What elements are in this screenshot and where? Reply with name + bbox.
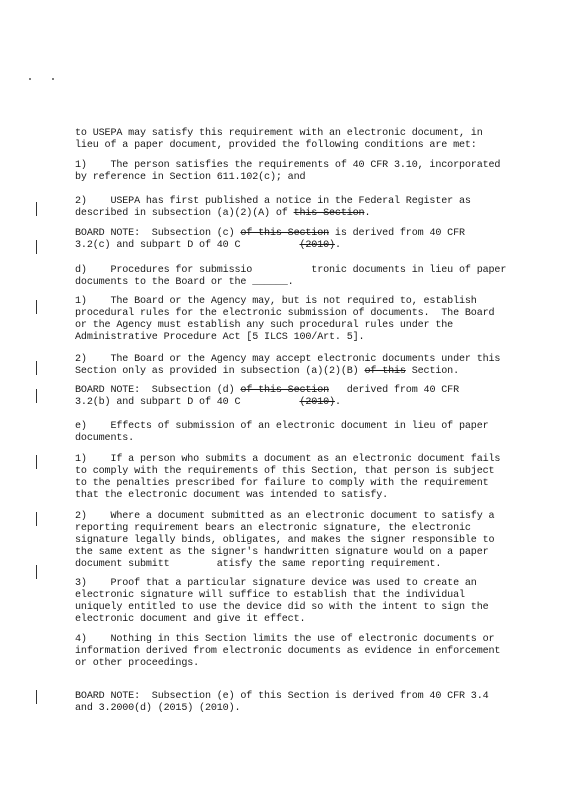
paragraph xyxy=(75,265,535,289)
text-line xyxy=(75,590,535,602)
text-run: 1) The Board or the Agency may, but is not required to, establish xyxy=(75,296,477,307)
text-line xyxy=(75,646,535,658)
text-run: 2) USEPA has first published a notice in the Federal Register as xyxy=(75,196,471,207)
paragraph xyxy=(75,196,535,220)
text-run: procedural rules for the electronic submission of documents. The Board xyxy=(75,308,495,319)
paragraph xyxy=(75,691,535,715)
revision-bar xyxy=(36,565,37,579)
text-line xyxy=(75,602,535,614)
text-run: to USEPA may satisfy this requirement with an electronic document, in xyxy=(75,128,483,139)
text-run: electronic signature will suffice to establish that the individual xyxy=(75,590,465,601)
text-run: signature legally binds, obligates, and makes the signer responsible to xyxy=(75,535,495,546)
text-run: 3.2(b) and subpart D of 40 C xyxy=(75,397,300,408)
text-run: 1) The person satisfies the requirements of 40 CFR 3.10, incorporated xyxy=(75,160,501,171)
revision-bar xyxy=(36,512,37,526)
text-line xyxy=(75,296,535,308)
text-line xyxy=(75,511,535,523)
text-line xyxy=(75,240,535,252)
text-run: and 3.2000(d) (2015) (2010). xyxy=(75,703,241,714)
text-run: 3) Proof that a particular signature device was used to create an xyxy=(75,578,477,589)
text-run: described in subsection (a)(2)(A) of xyxy=(75,208,294,219)
text-line xyxy=(75,196,535,208)
text-line xyxy=(75,634,535,646)
text-line xyxy=(75,421,535,433)
paragraph xyxy=(75,421,535,445)
scan-speck xyxy=(52,78,54,80)
text-run: BOARD NOTE: Subsection (e) of this Section is derived from 40 CFR 3.4 xyxy=(75,691,489,702)
text-run: information derived from electronic documents as evidence in enforcement xyxy=(75,646,501,657)
revision-bar xyxy=(36,300,37,314)
struck-text: of this Section xyxy=(240,385,330,396)
text-line xyxy=(75,478,535,490)
paragraph xyxy=(75,354,535,378)
text-run: Section. xyxy=(405,366,459,377)
text-run: document submitt atisfy the same reporting requirement. xyxy=(75,559,442,570)
text-run: Administrative Procedure Act [5 ILCS 100/Art. 5]. xyxy=(75,332,365,343)
scan-speck xyxy=(29,78,31,80)
text-run: is derived from 40 CFR xyxy=(329,228,465,239)
revision-bar xyxy=(36,202,37,216)
text-run: Section only as provided in subsection (a)(2)(B) xyxy=(75,366,365,377)
revision-bar xyxy=(36,240,37,254)
text-line xyxy=(75,354,535,366)
text-line xyxy=(75,466,535,478)
text-line xyxy=(75,535,535,547)
text-run: . xyxy=(364,208,371,219)
text-line xyxy=(75,332,535,344)
text-line xyxy=(75,490,535,502)
paragraph xyxy=(75,296,535,344)
text-run: 3.2(c) and subpart D of 40 C xyxy=(75,240,300,251)
text-run: to the penalties prescribed for failure to comply with the requirement xyxy=(75,478,489,489)
paragraph xyxy=(75,511,535,571)
revision-bar xyxy=(36,690,37,704)
revision-bar xyxy=(36,361,37,375)
struck-text: of this Section xyxy=(240,228,330,239)
text-run: 1) If a person who submits a document as an electronic document fails xyxy=(75,454,501,465)
paragraph xyxy=(75,454,535,502)
text-line xyxy=(75,160,535,172)
text-line xyxy=(75,703,535,715)
text-run: 4) Nothing in this Section limits the use of electronic documents or xyxy=(75,634,495,645)
text-line xyxy=(75,547,535,559)
text-line xyxy=(75,265,535,277)
revision-bar xyxy=(36,389,37,403)
text-run: BOARD NOTE: Subsection (d) xyxy=(75,385,241,396)
text-line xyxy=(75,691,535,703)
text-run: BOARD NOTE: Subsection (c) xyxy=(75,228,241,239)
text-run: . xyxy=(334,240,341,251)
text-run: 2) Where a document submitted as an electronic document to satisfy a xyxy=(75,511,495,522)
paragraph xyxy=(75,160,535,184)
text-run: . xyxy=(334,397,341,408)
paragraph xyxy=(75,128,535,152)
paragraph xyxy=(75,228,535,252)
text-run: electronic document and give it effect. xyxy=(75,614,306,625)
text-line xyxy=(75,128,535,140)
struck-text: (2010) xyxy=(299,397,335,408)
text-run: that the electronic document was intended to satisfy. xyxy=(75,490,389,501)
text-run: 2) The Board or the Agency may accept electronic documents under this xyxy=(75,354,501,365)
text-run: e) Effects of submission of an electronic document in lieu of paper xyxy=(75,421,489,432)
struck-text: this Section xyxy=(293,208,365,219)
text-run: lieu of a paper document, provided the following conditions are met: xyxy=(75,140,477,151)
text-run: d) Procedures for submissio tronic documents in lieu of paper xyxy=(75,265,507,276)
text-line xyxy=(75,658,535,670)
text-line xyxy=(75,320,535,332)
text-run: reporting requirement bears an electronic signature, the electronic xyxy=(75,523,471,534)
text-run: documents to the Board or the ______. xyxy=(75,277,294,288)
paragraph xyxy=(75,385,535,409)
text-run: the same extent as the signer's handwritten signature would on a paper xyxy=(75,547,489,558)
text-line xyxy=(75,433,535,445)
paragraph xyxy=(75,578,535,626)
text-line xyxy=(75,228,535,240)
text-line xyxy=(75,385,535,397)
text-line xyxy=(75,523,535,535)
text-line xyxy=(75,172,535,184)
text-run: or the Agency must establish any such procedural rules under the xyxy=(75,320,454,331)
text-run: by reference in Section 611.102(c); and xyxy=(75,172,306,183)
text-line xyxy=(75,277,535,289)
text-line xyxy=(75,578,535,590)
text-line xyxy=(75,614,535,626)
text-run: documents. xyxy=(75,433,135,444)
struck-text: (2010) xyxy=(299,240,335,251)
revision-bar xyxy=(36,455,37,469)
text-line xyxy=(75,397,535,409)
text-line xyxy=(75,454,535,466)
text-line xyxy=(75,559,535,571)
paragraph xyxy=(75,634,535,670)
struck-text: of this xyxy=(364,366,406,377)
text-run: to comply with the requirements of this Section, that person is subject xyxy=(75,466,495,477)
text-run: or other proceedings. xyxy=(75,658,200,669)
text-line xyxy=(75,308,535,320)
text-run: derived from 40 CFR xyxy=(329,385,459,396)
text-line xyxy=(75,140,535,152)
text-line xyxy=(75,208,535,220)
text-run: uniquely entitled to use the device did so with the intent to sign the xyxy=(75,602,489,613)
text-line xyxy=(75,366,535,378)
